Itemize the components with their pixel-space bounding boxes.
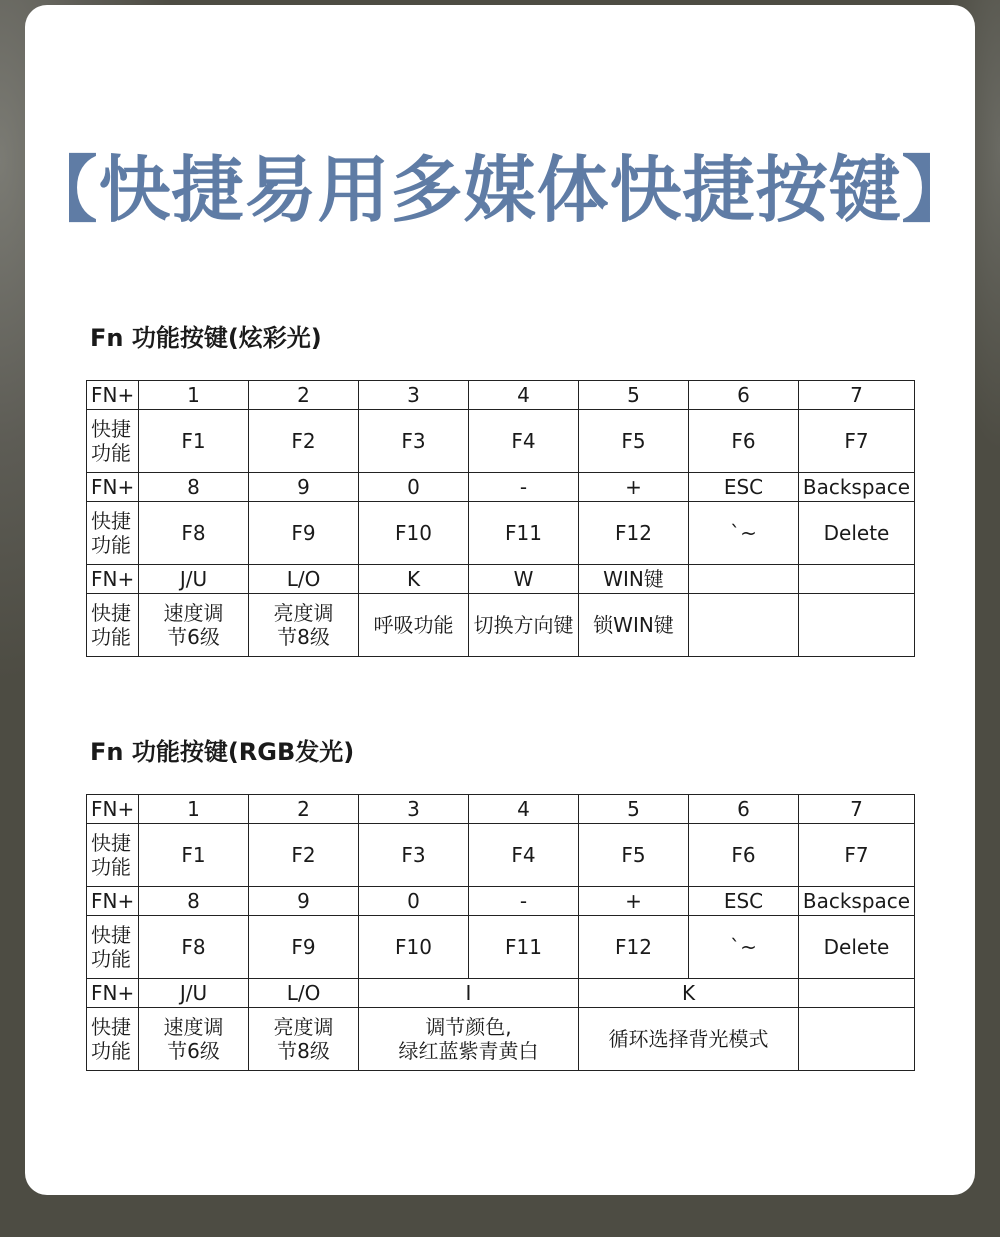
key-cell <box>799 979 915 1008</box>
key-cell: - <box>469 887 579 916</box>
func-cell: F1 <box>139 410 249 473</box>
func-cell: F11 <box>469 916 579 979</box>
key-cell: W <box>469 565 579 594</box>
fn-label: FN+ <box>87 979 139 1008</box>
key-cell: J/U <box>139 565 249 594</box>
key-cell: 0 <box>359 887 469 916</box>
key-cell: 2 <box>249 381 359 410</box>
key-cell: L/O <box>249 565 359 594</box>
fn-label: FN+ <box>87 565 139 594</box>
func-cell: 锁WIN键 <box>579 594 689 657</box>
func-cell: F8 <box>139 916 249 979</box>
func-label: 快捷 功能 <box>87 410 139 473</box>
func-cell: F4 <box>469 824 579 887</box>
func-cell: 亮度调 节8级 <box>249 1008 359 1071</box>
key-cell: 7 <box>799 381 915 410</box>
func-cell: F5 <box>579 824 689 887</box>
fn-label: FN+ <box>87 795 139 824</box>
func-cell: F10 <box>359 916 469 979</box>
key-cell <box>689 565 799 594</box>
func-cell: F1 <box>139 824 249 887</box>
fn-label: FN+ <box>87 473 139 502</box>
func-cell: F6 <box>689 824 799 887</box>
table-row <box>87 473 915 502</box>
key-cell: 6 <box>689 795 799 824</box>
func-cell: F8 <box>139 502 249 565</box>
key-cell: ESC <box>689 887 799 916</box>
table-row <box>87 979 915 1008</box>
func-cell: Delete <box>799 916 915 979</box>
func-cell <box>689 594 799 657</box>
key-cell: - <box>469 473 579 502</box>
page-headline: 【快捷易用多媒体快捷按键】 <box>25 148 975 232</box>
key-cell: 5 <box>579 381 689 410</box>
func-cell: F12 <box>579 916 689 979</box>
table-row <box>87 887 915 916</box>
func-cell: 速度调 节6级 <box>139 1008 249 1071</box>
func-cell: F2 <box>249 824 359 887</box>
key-cell: K <box>359 565 469 594</box>
key-cell: 4 <box>469 381 579 410</box>
func-cell: 亮度调 节8级 <box>249 594 359 657</box>
key-cell: J/U <box>139 979 249 1008</box>
key-cell: 8 <box>139 473 249 502</box>
key-cell: WIN键 <box>579 565 689 594</box>
func-cell: F6 <box>689 410 799 473</box>
func-cell: 速度调 节6级 <box>139 594 249 657</box>
func-cell: F9 <box>249 502 359 565</box>
table-row <box>87 795 915 824</box>
func-cell: F12 <box>579 502 689 565</box>
func-cell: F10 <box>359 502 469 565</box>
func-cell: 循环选择背光模式 <box>579 1008 799 1071</box>
func-cell: Delete <box>799 502 915 565</box>
table-row <box>87 381 915 410</box>
table-row <box>87 502 915 565</box>
func-cell <box>799 594 915 657</box>
func-cell: F2 <box>249 410 359 473</box>
key-cell: 1 <box>139 795 249 824</box>
func-cell: 调节颜色, 绿红蓝紫青黄白 <box>359 1008 579 1071</box>
func-cell: F7 <box>799 410 915 473</box>
func-cell <box>799 1008 915 1071</box>
key-cell: + <box>579 887 689 916</box>
key-cell: 3 <box>359 381 469 410</box>
func-label: 快捷 功能 <box>87 502 139 565</box>
fn-label: FN+ <box>87 381 139 410</box>
key-cell: ESC <box>689 473 799 502</box>
key-cell: 1 <box>139 381 249 410</box>
func-cell: 切换方向键 <box>469 594 579 657</box>
func-cell: F11 <box>469 502 579 565</box>
func-cell: F5 <box>579 410 689 473</box>
key-cell: 3 <box>359 795 469 824</box>
key-cell <box>799 565 915 594</box>
table-row <box>87 565 915 594</box>
func-cell: F4 <box>469 410 579 473</box>
func-label: 快捷 功能 <box>87 1008 139 1071</box>
key-cell: I <box>359 979 579 1008</box>
func-cell: 呼吸功能 <box>359 594 469 657</box>
key-cell: 0 <box>359 473 469 502</box>
key-cell: 9 <box>249 887 359 916</box>
func-cell: F9 <box>249 916 359 979</box>
key-cell: 5 <box>579 795 689 824</box>
key-cell: L/O <box>249 979 359 1008</box>
key-cell: 2 <box>249 795 359 824</box>
table-row <box>87 1008 915 1071</box>
func-label: 快捷 功能 <box>87 594 139 657</box>
key-cell: + <box>579 473 689 502</box>
func-cell: F3 <box>359 824 469 887</box>
fn-table-rgb <box>86 794 915 1071</box>
table-row <box>87 410 915 473</box>
fn-table-rainbow <box>86 380 915 657</box>
section-title-rainbow: Fn 功能按键(炫彩光) <box>90 324 322 352</box>
func-cell: `~ <box>689 916 799 979</box>
fn-label: FN+ <box>87 887 139 916</box>
func-cell: F7 <box>799 824 915 887</box>
key-cell: 4 <box>469 795 579 824</box>
func-label: 快捷 功能 <box>87 824 139 887</box>
key-cell: K <box>579 979 799 1008</box>
key-cell: 7 <box>799 795 915 824</box>
func-cell: F3 <box>359 410 469 473</box>
table-row <box>87 916 915 979</box>
key-cell: Backspace <box>799 473 915 502</box>
key-cell: 6 <box>689 381 799 410</box>
table-row <box>87 594 915 657</box>
key-cell: Backspace <box>799 887 915 916</box>
key-cell: 9 <box>249 473 359 502</box>
table-row <box>87 824 915 887</box>
section-title-rgb: Fn 功能按键(RGB发光) <box>90 738 355 766</box>
func-label: 快捷 功能 <box>87 916 139 979</box>
func-cell: `~ <box>689 502 799 565</box>
key-cell: 8 <box>139 887 249 916</box>
